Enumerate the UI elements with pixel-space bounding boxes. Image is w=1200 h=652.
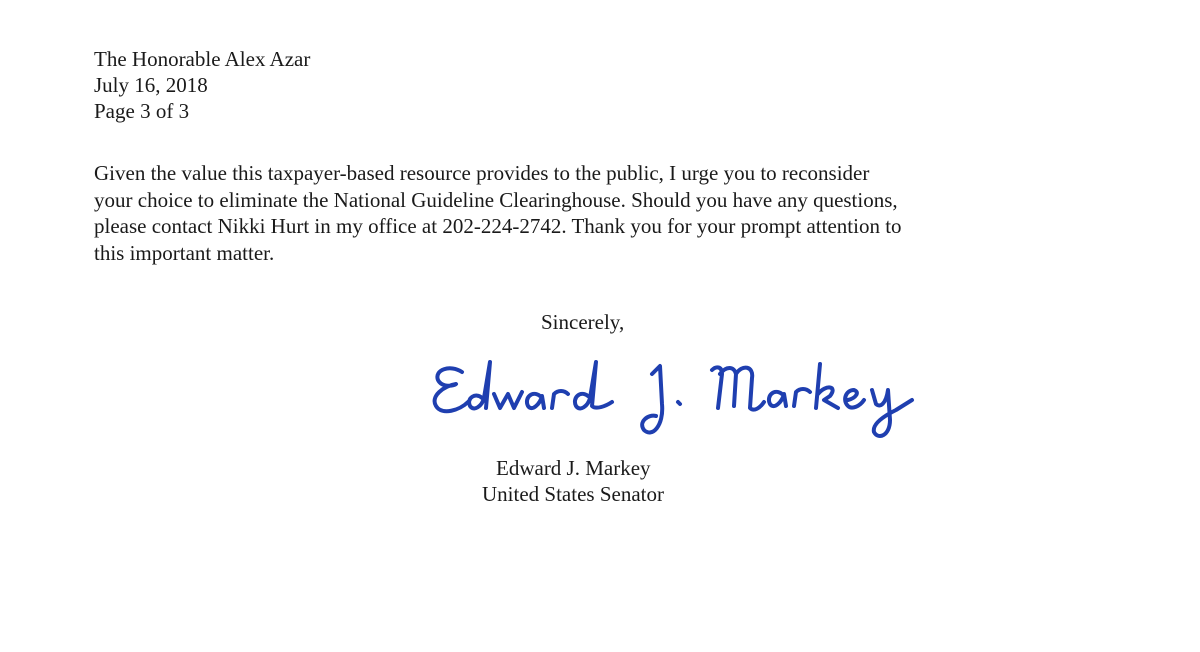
signer-block bbox=[482, 455, 664, 507]
handwritten-signature bbox=[420, 344, 940, 449]
signature-stroke bbox=[816, 364, 838, 408]
closing-salutation: Sincerely, bbox=[541, 310, 625, 334]
signature-stroke bbox=[552, 391, 568, 408]
date-line: July 16, 2018 bbox=[94, 73, 208, 97]
letter-header bbox=[94, 46, 310, 124]
signature-stroke bbox=[435, 368, 468, 411]
body-line: Given the value this taxpayer-based resource provides to the public, I urge you to reconsider bbox=[94, 161, 870, 185]
body-line: this important matter. bbox=[94, 240, 275, 265]
signature-stroke bbox=[794, 389, 810, 406]
signature-stroke bbox=[527, 394, 544, 408]
signature-stroke bbox=[494, 392, 522, 408]
page-number-line: Page 3 of 3 bbox=[94, 99, 190, 123]
signature-stroke bbox=[845, 390, 864, 408]
body-paragraph bbox=[94, 160, 1104, 266]
recipient-line: The Honorable Alex Azar bbox=[94, 47, 311, 71]
signature-stroke bbox=[712, 367, 764, 409]
signer-name: Edward J. Markey bbox=[496, 456, 651, 480]
signature-stroke bbox=[769, 392, 786, 406]
signature-stroke bbox=[575, 362, 612, 408]
signature-stroke bbox=[642, 366, 662, 432]
body-line: your choice to eliminate the National Guideline Clearinghouse. Should you have any questions, bbox=[94, 187, 898, 212]
body-line: please contact Nikki Hurt in my office at 202-224-2742. Thank you for your prompt attention to bbox=[94, 214, 902, 238]
signature-stroke bbox=[469, 362, 490, 408]
signature-stroke bbox=[678, 402, 680, 404]
signature-stroke bbox=[872, 390, 912, 436]
signer-title: United States Senator bbox=[482, 482, 664, 506]
